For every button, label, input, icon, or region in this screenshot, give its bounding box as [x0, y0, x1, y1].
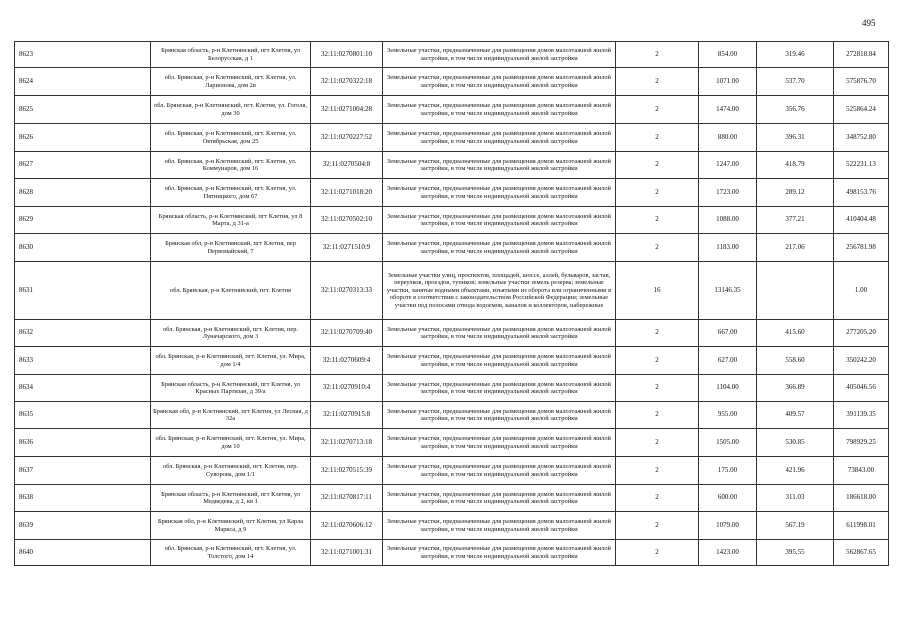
land-use-cell: Земельные участки, предназначенные для размещения домов малоэтажной жилой застройки, в том числе индивидуальной жилой застройки — [383, 457, 616, 485]
cadastral-value-cell: 798929.25 — [834, 429, 889, 457]
cadastral-number-cell: 32:11:0270606:12 — [311, 512, 383, 540]
specific-value-cell: 415.60 — [757, 320, 834, 347]
cadastral-value-cell: 272818.84 — [834, 42, 889, 68]
cadastral-number-cell: 32:11:0270313:33 — [311, 262, 383, 320]
area-cell: 667.00 — [699, 320, 757, 347]
area-cell: 13146.35 — [699, 262, 757, 320]
row-number: 8638 — [15, 485, 151, 512]
table-row — [15, 429, 889, 457]
specific-value-cell: 567.19 — [757, 512, 834, 540]
row-number: 8640 — [15, 540, 151, 566]
cadastral-value-cell: 1.00 — [834, 262, 889, 320]
specific-value-cell: 418.79 — [757, 152, 834, 179]
area-cell: 1723.00 — [699, 179, 757, 207]
area-cell: 1247.00 — [699, 152, 757, 179]
row-number: 8628 — [15, 179, 151, 207]
land-use-cell: Земельные участки, предназначенные для размещения домов малоэтажной жилой застройки, в том числе индивидуальной жилой застройки — [383, 234, 616, 262]
table-row — [15, 402, 889, 429]
group-code-cell: 2 — [616, 485, 699, 512]
cadastral-value-cell: 525864.24 — [834, 96, 889, 124]
area-cell: 600.00 — [699, 485, 757, 512]
area-cell: 955.00 — [699, 402, 757, 429]
group-code-cell: 2 — [616, 347, 699, 375]
address-cell: Брянская обл, р-н Клетнянский, пгт Клетня, ул Лесная, д 32а — [151, 402, 311, 429]
cadastral-value-cell: 186618.00 — [834, 485, 889, 512]
cadastral-number-cell: 32:11:0270322:18 — [311, 68, 383, 96]
row-number: 8624 — [15, 68, 151, 96]
address-cell: обл. Брянская, р-н Клетнянский, пгт. Клетня, ул. Мира, дом 10 — [151, 429, 311, 457]
address-cell: Брянская обл, р-н Клетнянский, пгт Клетня, ул Карла Маркса, д 9 — [151, 512, 311, 540]
address-cell: Брянская обл, р-н Клетнянский, пгт Клетня, пер Первомайский, 7 — [151, 234, 311, 262]
table-row — [15, 68, 889, 96]
cadastral-number-cell: 32:11:0271001:31 — [311, 540, 383, 566]
land-use-cell: Земельные участки, предназначенные для размещения домов малоэтажной жилой застройки, в том числе индивидуальной жилой застройки — [383, 42, 616, 68]
row-number: 8623 — [15, 42, 151, 68]
row-number: 8627 — [15, 152, 151, 179]
area-cell: 854.00 — [699, 42, 757, 68]
specific-value-cell: 530.85 — [757, 429, 834, 457]
land-use-cell: Земельные участки, предназначенные для размещения домов малоэтажной жилой застройки, в том числе индивидуальной жилой застройки — [383, 124, 616, 152]
group-code-cell: 2 — [616, 512, 699, 540]
cadastral-number-cell: 32:11:0270801:10 — [311, 42, 383, 68]
area-cell: 1474.00 — [699, 96, 757, 124]
table-row — [15, 320, 889, 347]
group-code-cell: 2 — [616, 179, 699, 207]
area-cell: 175.00 — [699, 457, 757, 485]
row-number: 8633 — [15, 347, 151, 375]
area-cell: 880.00 — [699, 124, 757, 152]
land-use-cell: Земельные участки, предназначенные для размещения домов малоэтажной жилой застройки, в том числе индивидуальной жилой застройки — [383, 485, 616, 512]
table-row — [15, 375, 889, 402]
row-number: 8629 — [15, 207, 151, 234]
cadastral-value-cell: 498153.76 — [834, 179, 889, 207]
group-code-cell: 16 — [616, 262, 699, 320]
land-use-cell: Земельные участки, предназначенные для размещения домов малоэтажной жилой застройки, в том числе индивидуальной жилой застройки — [383, 207, 616, 234]
area-cell: 1423.00 — [699, 540, 757, 566]
table-row — [15, 540, 889, 566]
address-cell: обл. Брянская, р-н Клетнянский, пгт. Клетня, ул. Ларионова, дом 2в — [151, 68, 311, 96]
address-cell: обл. Брянская, р-н Клетнянский, пгт. Клетня, пер. Луначарского, дом 3 — [151, 320, 311, 347]
group-code-cell: 2 — [616, 234, 699, 262]
page-number: 495 — [862, 18, 876, 28]
row-number: 8632 — [15, 320, 151, 347]
group-code-cell: 2 — [616, 42, 699, 68]
land-use-cell: Земельные участки, предназначенные для размещения домов малоэтажной жилой застройки, в том числе индивидуальной жилой застройки — [383, 402, 616, 429]
specific-value-cell — [757, 262, 834, 320]
row-number: 8635 — [15, 402, 151, 429]
specific-value-cell: 289.12 — [757, 179, 834, 207]
area-cell: 1079.00 — [699, 512, 757, 540]
table-row — [15, 152, 889, 179]
address-cell: обл. Брянская, р-н Клетнянский, пгт. Клетня, ул. Коммунаров, дом 16 — [151, 152, 311, 179]
land-use-cell: Земельные участки, предназначенные для размещения домов малоэтажной жилой застройки, в том числе индивидуальной жилой застройки — [383, 152, 616, 179]
land-use-cell: Земельные участки, предназначенные для размещения домов малоэтажной жилой застройки, в том числе индивидуальной жилой застройки — [383, 179, 616, 207]
area-cell: 1071.00 — [699, 68, 757, 96]
specific-value-cell: 319.46 — [757, 42, 834, 68]
cadastral-value-cell: 562867.65 — [834, 540, 889, 566]
group-code-cell: 2 — [616, 152, 699, 179]
specific-value-cell: 421.96 — [757, 457, 834, 485]
row-number: 8630 — [15, 234, 151, 262]
cadastral-number-cell: 32:11:0270515:39 — [311, 457, 383, 485]
specific-value-cell: 311.03 — [757, 485, 834, 512]
address-cell: обл. Брянская, р-н Клетнянский, пгт. Клетня, ул. Гоголя, дом 30 — [151, 96, 311, 124]
row-number: 8639 — [15, 512, 151, 540]
area-cell: 1505.00 — [699, 429, 757, 457]
specific-value-cell: 366.89 — [757, 375, 834, 402]
cadastral-number-cell: 32:11:0271004:28 — [311, 96, 383, 124]
table-row — [15, 485, 889, 512]
address-cell: Брянская область, р-н Клетнянский, пгт Клетня, ул Медведева, д 2, кв 1 — [151, 485, 311, 512]
specific-value-cell: 558.60 — [757, 347, 834, 375]
group-code-cell: 2 — [616, 457, 699, 485]
group-code-cell: 2 — [616, 402, 699, 429]
cadastral-value-cell: 575876.70 — [834, 68, 889, 96]
cadastral-value-cell: 350242.20 — [834, 347, 889, 375]
cadastral-value-table — [14, 41, 889, 566]
group-code-cell: 2 — [616, 429, 699, 457]
cadastral-number-cell: 32:11:0271018:20 — [311, 179, 383, 207]
table-row — [15, 262, 889, 320]
land-use-cell: Земельные участки, предназначенные для размещения домов малоэтажной жилой застройки, в том числе индивидуальной жилой застройки — [383, 512, 616, 540]
cadastral-number-cell: 32:11:0270709:40 — [311, 320, 383, 347]
cadastral-value-cell: 277205.20 — [834, 320, 889, 347]
cadastral-number-cell: 32:11:0270227:52 — [311, 124, 383, 152]
address-cell: обл. Брянская, р-н Клетнянский, пгт. Клетня, ул. Мира, дом 1/4 — [151, 347, 311, 375]
row-number: 8631 — [15, 262, 151, 320]
cadastral-number-cell: 32:11:0270915:8 — [311, 402, 383, 429]
row-number: 8636 — [15, 429, 151, 457]
area-cell: 1088.00 — [699, 207, 757, 234]
table-row — [15, 347, 889, 375]
address-cell: обл. Брянская, р-н Клетнянский, пгт. Клетня, ул. Пятницкого, дом 67 — [151, 179, 311, 207]
address-cell: обл. Брянская, р-н Клетнянский, пгт. Клетня, ул. Толстого, дом 14 — [151, 540, 311, 566]
specific-value-cell: 395.55 — [757, 540, 834, 566]
land-use-cell: Земельные участки, предназначенные для размещения домов малоэтажной жилой застройки, в том числе индивидуальной жилой застройки — [383, 347, 616, 375]
group-code-cell: 2 — [616, 540, 699, 566]
specific-value-cell: 396.31 — [757, 124, 834, 152]
cadastral-value-cell: 256781.98 — [834, 234, 889, 262]
specific-value-cell: 217.06 — [757, 234, 834, 262]
cadastral-number-cell: 32:11:0270910:4 — [311, 375, 383, 402]
cadastral-value-cell: 405046.56 — [834, 375, 889, 402]
land-use-cell: Земельные участки, предназначенные для размещения домов малоэтажной жилой застройки, в том числе индивидуальной жилой застройки — [383, 375, 616, 402]
cadastral-value-cell: 611998.01 — [834, 512, 889, 540]
land-use-cell: Земельные участки, предназначенные для размещения домов малоэтажной жилой застройки, в том числе индивидуальной жилой застройки — [383, 429, 616, 457]
group-code-cell: 2 — [616, 375, 699, 402]
cadastral-number-cell: 32:11:0270713:18 — [311, 429, 383, 457]
group-code-cell: 2 — [616, 124, 699, 152]
address-cell: Брянская область, р-н Клетнянский, пгт Клетня, ул Белорусская, д 1 — [151, 42, 311, 68]
table-row — [15, 42, 889, 68]
area-cell: 627.00 — [699, 347, 757, 375]
address-cell: обл. Брянская, р-н Клетнянский, пгт. Клетня — [151, 262, 311, 320]
cadastral-number-cell: 32:11:0270609:4 — [311, 347, 383, 375]
table-row — [15, 457, 889, 485]
land-use-cell: Земельные участки улиц, проспектов, площадей, шоссе, аллей, бульваров, застав, переулков, проездов, тупиков; земельные участки земель резерва; земельные участки, занятые водными объектами, изъятыми из оборота или ограниченными в обороте в соответствии с законодательством Российской Федерации; земельные участки под полосами отвода водоемов, каналов и коллекторов, набережные — [383, 262, 616, 320]
group-code-cell: 2 — [616, 96, 699, 124]
row-number: 8625 — [15, 96, 151, 124]
area-cell: 1183.00 — [699, 234, 757, 262]
group-code-cell: 2 — [616, 320, 699, 347]
specific-value-cell: 356.76 — [757, 96, 834, 124]
cadastral-number-cell: 32:11:0270817:11 — [311, 485, 383, 512]
specific-value-cell: 377.21 — [757, 207, 834, 234]
cadastral-number-cell: 32:11:0270504:8 — [311, 152, 383, 179]
cadastral-value-cell: 522231.13 — [834, 152, 889, 179]
cadastral-value-cell: 410404.48 — [834, 207, 889, 234]
cadastral-value-cell: 391139.35 — [834, 402, 889, 429]
row-number: 8626 — [15, 124, 151, 152]
row-number: 8637 — [15, 457, 151, 485]
land-use-cell: Земельные участки, предназначенные для размещения домов малоэтажной жилой застройки, в том числе индивидуальной жилой застройки — [383, 68, 616, 96]
group-code-cell: 2 — [616, 68, 699, 96]
land-use-cell: Земельные участки, предназначенные для размещения домов малоэтажной жилой застройки, в том числе индивидуальной жилой застройки — [383, 540, 616, 566]
address-cell: обл. Брянская, р-н Клетнянский, пгт. Клетня, ул. Октябрьская, дом 25 — [151, 124, 311, 152]
address-cell: Брянская область, р-н Клетнянский, пгт Клетня, ул Красных Партизан, д 39/а — [151, 375, 311, 402]
table-row — [15, 96, 889, 124]
table-row — [15, 179, 889, 207]
specific-value-cell: 409.57 — [757, 402, 834, 429]
specific-value-cell: 537.70 — [757, 68, 834, 96]
table-row — [15, 124, 889, 152]
group-code-cell: 2 — [616, 207, 699, 234]
area-cell: 1104.00 — [699, 375, 757, 402]
cadastral-number-cell: 32:11:0271510:9 — [311, 234, 383, 262]
land-use-cell: Земельные участки, предназначенные для размещения домов малоэтажной жилой застройки, в том числе индивидуальной жилой застройки — [383, 96, 616, 124]
table-body — [15, 42, 889, 566]
row-number: 8634 — [15, 375, 151, 402]
address-cell: обл. Брянская, р-н Клетнянский, пгт. Клетня, пер. Суворова, дом 1/1 — [151, 457, 311, 485]
land-use-cell: Земельные участки, предназначенные для размещения домов малоэтажной жилой застройки, в том числе индивидуальной жилой застройки — [383, 320, 616, 347]
table-row — [15, 207, 889, 234]
cadastral-value-cell: 348752.80 — [834, 124, 889, 152]
table-row — [15, 512, 889, 540]
cadastral-number-cell: 32:11:0270502:10 — [311, 207, 383, 234]
address-cell: Брянская область, р-н Клетнянский, пгт Клетня, ул 8 Марта, д 31-а — [151, 207, 311, 234]
table-row — [15, 234, 889, 262]
cadastral-value-cell: 73843.00 — [834, 457, 889, 485]
